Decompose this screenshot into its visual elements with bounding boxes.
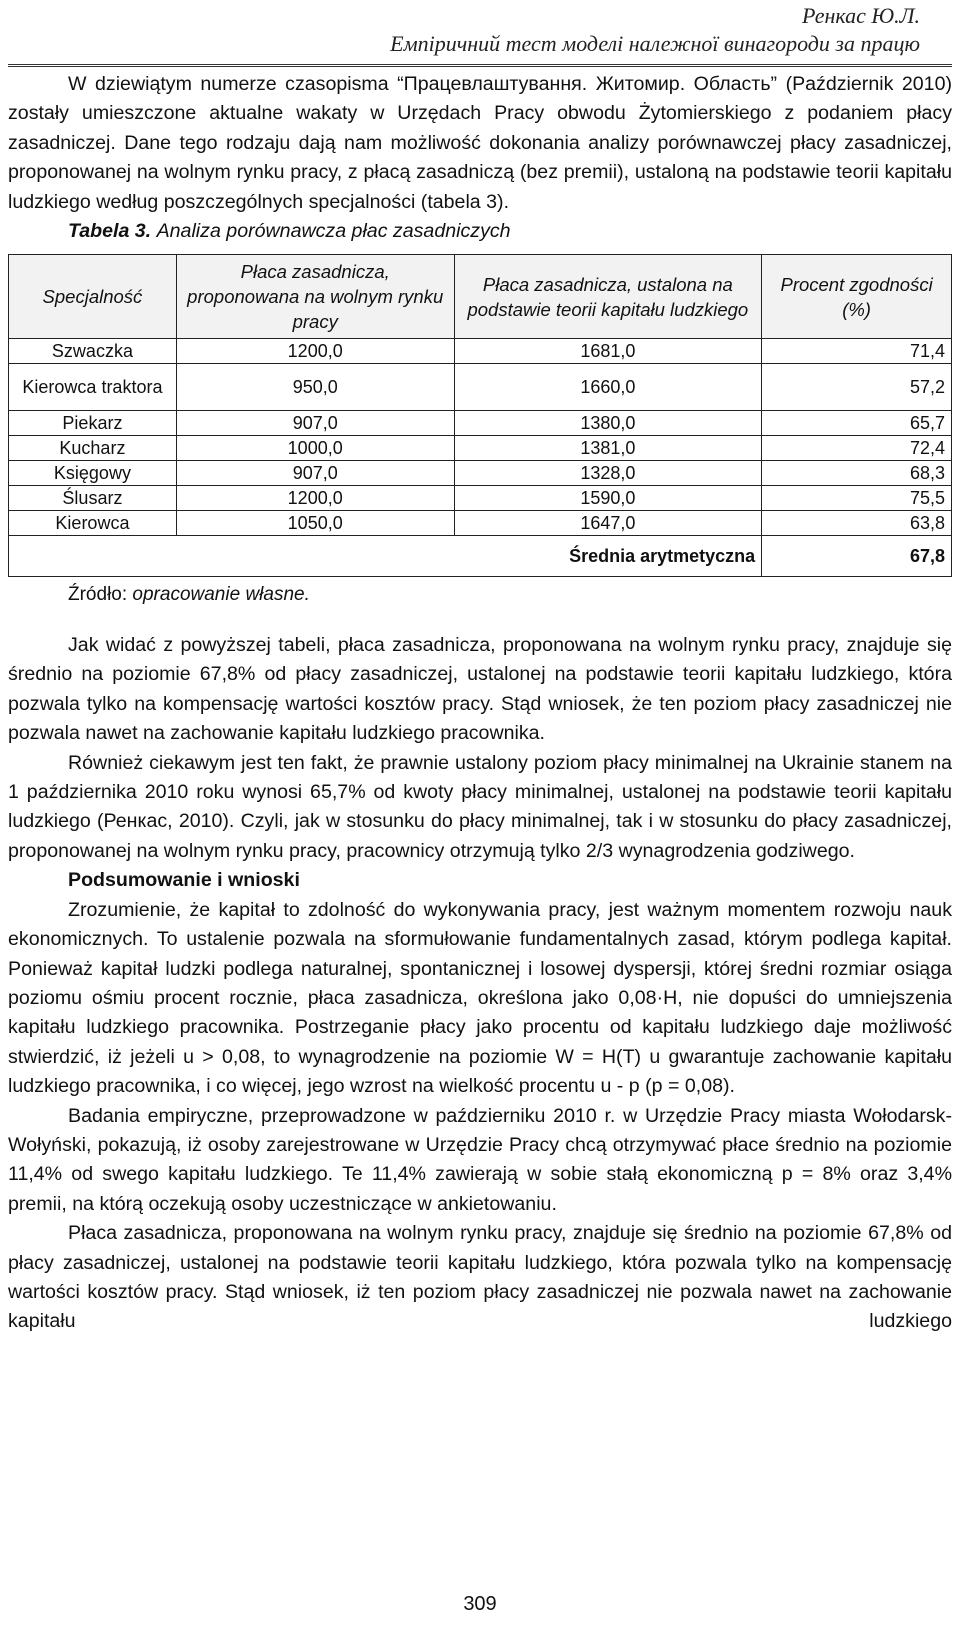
table-average-row: [9, 536, 952, 577]
body-paragraph: Badania empiryczne, przeprowadzone w październiku 2010 r. w Urzędzie Pracy miasta Wołodarsk-Wołyński, pokazują, iż osoby zarejestrowane w Urzędzie Pracy chcą otrzymywać płace średnio na poziomie 11,4% od swego kapitału ludzkiego. Te 11,4% zawierają w sobie stałą ekonomiczną p = 8% oraz 3,4% premii, na którą oczekują osoby uczestniczące w ankietowaniu.: [8, 1104, 952, 1215]
running-header: [0, 2, 920, 58]
cell-specialty: Kucharz: [9, 436, 177, 461]
running-header-title: Емпіричний тест моделі належної винагороди за працю: [390, 31, 920, 56]
cell-compliance-percent: 68,3: [762, 461, 952, 486]
table-row: [9, 339, 952, 364]
cell-specialty: Kierowca traktora: [9, 364, 177, 411]
cell-market-wage: 950,0: [176, 364, 454, 411]
cell-compliance-percent: 75,5: [762, 486, 952, 511]
body-paragraph: W dziewiątym numerze czasopisma “Працевлаштування. Житомир. Область” (Październik 2010) zostały umieszczone aktualne wakaty w Urzędach Pracy obwodu Żytomierskiego z podaniem płacy zasadniczej. Dane tego rodzaju dają nam możliwość dokonania analizy porównawczej płacy zasadniczej, proponowanej na wolnym rynku pracy, z płacą zasadniczą (bez premii), ustaloną na podstawie teorii kapitału ludzkiego według poszczególnych specjalności (tabela 3).: [8, 73, 952, 213]
cell-market-wage: 1000,0: [176, 436, 454, 461]
cell-human-capital-wage: 1681,0: [454, 339, 762, 364]
wage-comparison-table: [8, 254, 952, 577]
body-paragraph: Płaca zasadnicza, proponowana na wolnym rynku pracy, znajduje się średnio na poziomie 67,8% od płacy zasadniczej, ustalonej na podstawie teorii kapitału ludzkiego, która pozwala tylko na kompensację wartości kosztów pracy. Stąd wniosek, iż ten poziom płacy zasadniczej nie pozwala nawet na zachowanie kapitału ludzkiego: [8, 1222, 952, 1333]
average-label: Średnia arytmetyczna: [454, 536, 762, 577]
cell-market-wage: 1050,0: [176, 511, 454, 536]
cell-human-capital-wage: 1380,0: [454, 411, 762, 436]
cell-human-capital-wage: 1590,0: [454, 486, 762, 511]
cell-specialty: Kierowca: [9, 511, 177, 536]
cell-human-capital-wage: 1328,0: [454, 461, 762, 486]
column-header-specialty: Specjalność: [9, 255, 177, 339]
cell-market-wage: 907,0: [176, 461, 454, 486]
cell-compliance-percent: 57,2: [762, 364, 952, 411]
cell-specialty: Księgowy: [9, 461, 177, 486]
column-header-compliance-percent: Procent zgodności (%): [762, 255, 952, 339]
article-body: [8, 70, 952, 1337]
table-row: [9, 486, 952, 511]
body-paragraph: Zrozumienie, że kapitał to zdolność do wykonywania pracy, jest ważnym momentem rozwoju nauk ekonomicznych. To ustalenie pozwala na sformułowanie fundamentalnych zasad, którym podlega kapitał. Ponieważ kapitał ludzki podlega naturalnej, spontanicznej i losowej dyspersji, której średni rozmiar osiąga poziomu ośmiu procent rocznie, płaca zasadnicza, określona jako 0,08·H, nie dopuści do umniejszenia kapitału ludzkiego pracownika. Postrzeganie płacy jako procentu od kapitału ludzkiego daje możliwość stwierdzić, iż jeżeli u > 0,08, to wynagrodzenie na poziomie W = H(T) u gwarantuje zachowanie kapitału ludzkiego pracownika, i co więcej, jego wzrost na wielkość procentu u - p (p = 0,08).: [8, 898, 952, 1098]
cell-human-capital-wage: 1381,0: [454, 436, 762, 461]
body-paragraph: Również ciekawym jest ten fakt, że prawnie ustalony poziom płacy minimalnej na Ukrainie stanem na 1 października 2010 roku wynosi 65,7% od kwoty płacy minimalnej, ustalonej na podstawie teorii kapitału ludzkiego (Ренкас, 2010). Czyli, jak w stosunku do płacy minimalnej, tak i w stosunku do płacy zasadniczej, proponowanej na wolnym rynku pracy, pracownicy otrzymują tylko 2/3 wynagrodzenia godziwego.: [8, 751, 952, 862]
table-label: Tabela 3.: [68, 220, 152, 243]
average-value: 67,8: [762, 536, 952, 577]
cell-market-wage: 1200,0: [176, 486, 454, 511]
header-rule: [8, 64, 952, 67]
cell-specialty: Szwaczka: [9, 339, 177, 364]
table-row: [9, 411, 952, 436]
cell-human-capital-wage: 1660,0: [454, 364, 762, 411]
cell-market-wage: 1200,0: [176, 339, 454, 364]
table-row: [9, 436, 952, 461]
table-row: [9, 461, 952, 486]
body-paragraph: Jak widać z powyższej tabeli, płaca zasadnicza, proponowana na wolnym rynku pracy, znajduje się średnio na poziomie 67,8% od płacy zasadniczej, ustalonej na podstawie teorii kapitału ludzkiego, która pozwala tylko na kompensację wartości kosztów pracy. Stąd wniosek, że ten poziom płacy zasadniczej nie pozwala nawet na zachowanie kapitału ludzkiego pracownika.: [8, 634, 952, 745]
cell-compliance-percent: 72,4: [762, 436, 952, 461]
cell-compliance-percent: 65,7: [762, 411, 952, 436]
column-header-human-capital-wage: Płaca zasadnicza, ustalona na podstawie teorii kapitału ludzkiego: [454, 255, 762, 339]
table-row: [9, 364, 952, 411]
cell-market-wage: 907,0: [176, 411, 454, 436]
source-text: opracowanie własne.: [132, 584, 310, 606]
cell-compliance-percent: 71,4: [762, 339, 952, 364]
column-header-market-wage: Płaca zasadnicza, proponowana na wolnym rynku pracy: [176, 255, 454, 339]
source-label: Źródło:: [68, 584, 128, 606]
cell-compliance-percent: 63,8: [762, 511, 952, 536]
table-caption: [68, 217, 952, 246]
page-number: 309: [463, 1593, 497, 1615]
table-row: [9, 511, 952, 536]
cell-specialty: Piekarz: [9, 411, 177, 436]
cell-human-capital-wage: 1647,0: [454, 511, 762, 536]
average-spacer-cell: [9, 536, 455, 577]
section-heading: Podsumowanie i wnioski: [68, 869, 300, 892]
cell-specialty: Ślusarz: [9, 486, 177, 511]
table-title: Analiza porównawcza płac zasadniczych: [156, 220, 511, 243]
table-source-note: [68, 581, 952, 609]
running-header-author: Ренкас Ю.Л.: [802, 3, 920, 28]
table-header-row: [9, 255, 952, 339]
